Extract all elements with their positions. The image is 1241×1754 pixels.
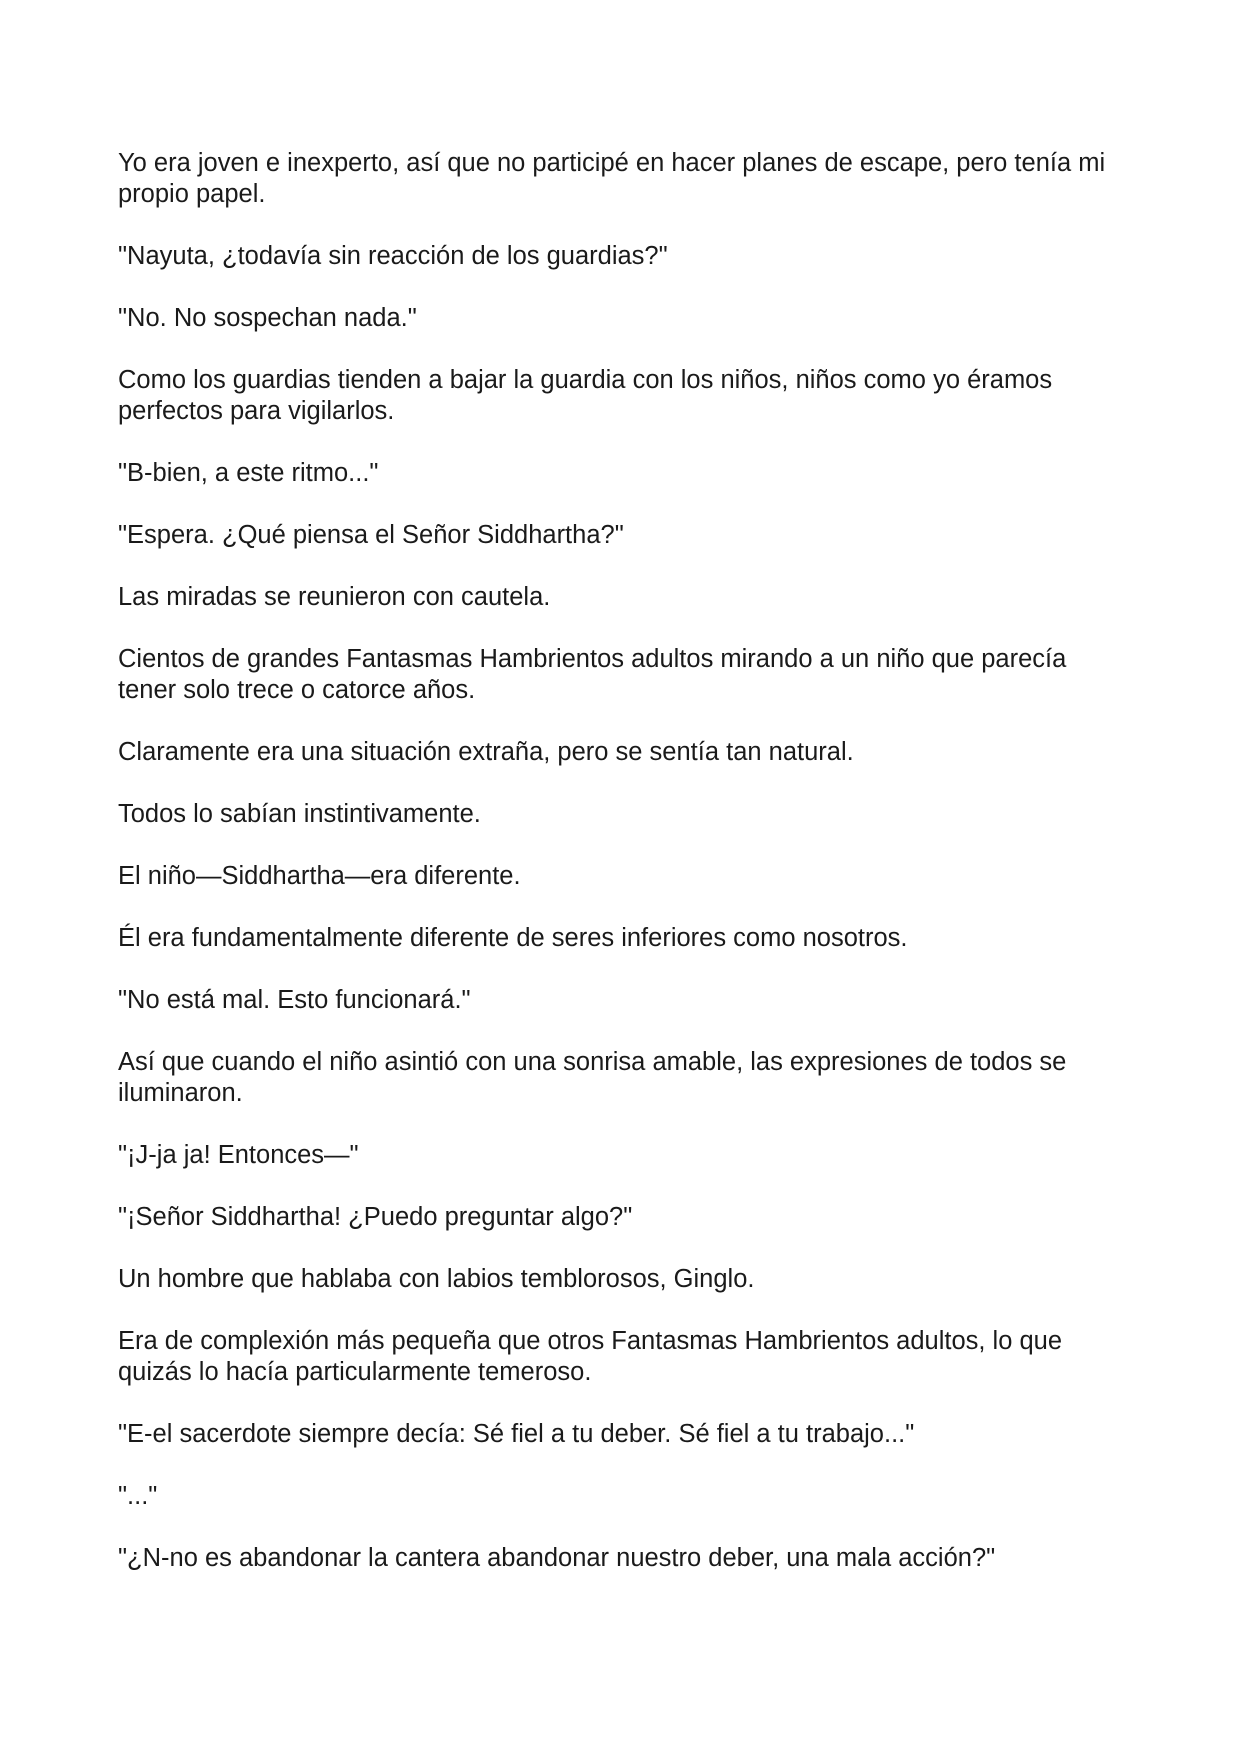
paragraph-13: "No está mal. Esto funcionará." xyxy=(118,986,471,1014)
paragraph-16: "¡Señor Siddhartha! ¿Puedo preguntar algo?" xyxy=(118,1203,633,1231)
paragraph-18: Era de complexión más pequeña que otros Fantasmas Hambrientos adultos, lo que quizás lo hacía particularmente temeroso. xyxy=(118,1327,1063,1386)
paragraph-9: Claramente era una situación extraña, pero se sentía tan natural. xyxy=(118,738,854,766)
paragraph-3: "No. No sospechan nada." xyxy=(118,304,417,332)
paragraph-10: Todos lo sabían instintivamente. xyxy=(118,800,481,828)
paragraph-2: "Nayuta, ¿todavía sin reacción de los guardias?" xyxy=(118,242,668,270)
paragraph-4: Como los guardias tienden a bajar la guardia con los niños, niños como yo éramos perfectos para vigilarlos. xyxy=(118,366,1053,425)
text-body xyxy=(118,148,1128,1605)
paragraph-11: El niño—Siddhartha—era diferente. xyxy=(118,862,521,890)
paragraph-1: Yo era joven e inexperto, así que no participé en hacer planes de escape, pero tenía mi propio papel. xyxy=(118,149,1106,208)
paragraph-19: "E-el sacerdote siempre decía: Sé fiel a tu deber. Sé fiel a tu trabajo..." xyxy=(118,1420,915,1448)
paragraph-14: Así que cuando el niño asintió con una sonrisa amable, las expresiones de todos se iluminaron. xyxy=(118,1048,1067,1107)
paragraph-6: "Espera. ¿Qué piensa el Señor Siddhartha?" xyxy=(118,521,624,549)
paragraph-15: "¡J-ja ja! Entonces—" xyxy=(118,1141,359,1169)
paragraph-8: Cientos de grandes Fantasmas Hambrientos adultos mirando a un niño que parecía tener solo trece o catorce años. xyxy=(118,645,1067,704)
paragraph-20: "..." xyxy=(118,1482,158,1510)
paragraph-17: Un hombre que hablaba con labios temblorosos, Ginglo. xyxy=(118,1265,755,1293)
paragraph-12: Él era fundamentalmente diferente de seres inferiores como nosotros. xyxy=(118,924,908,952)
paragraph-5: "B-bien, a este ritmo..." xyxy=(118,459,379,487)
paragraph-21: "¿N-no es abandonar la cantera abandonar nuestro deber, una mala acción?" xyxy=(118,1544,996,1572)
paragraph-7: Las miradas se reunieron con cautela. xyxy=(118,583,551,611)
